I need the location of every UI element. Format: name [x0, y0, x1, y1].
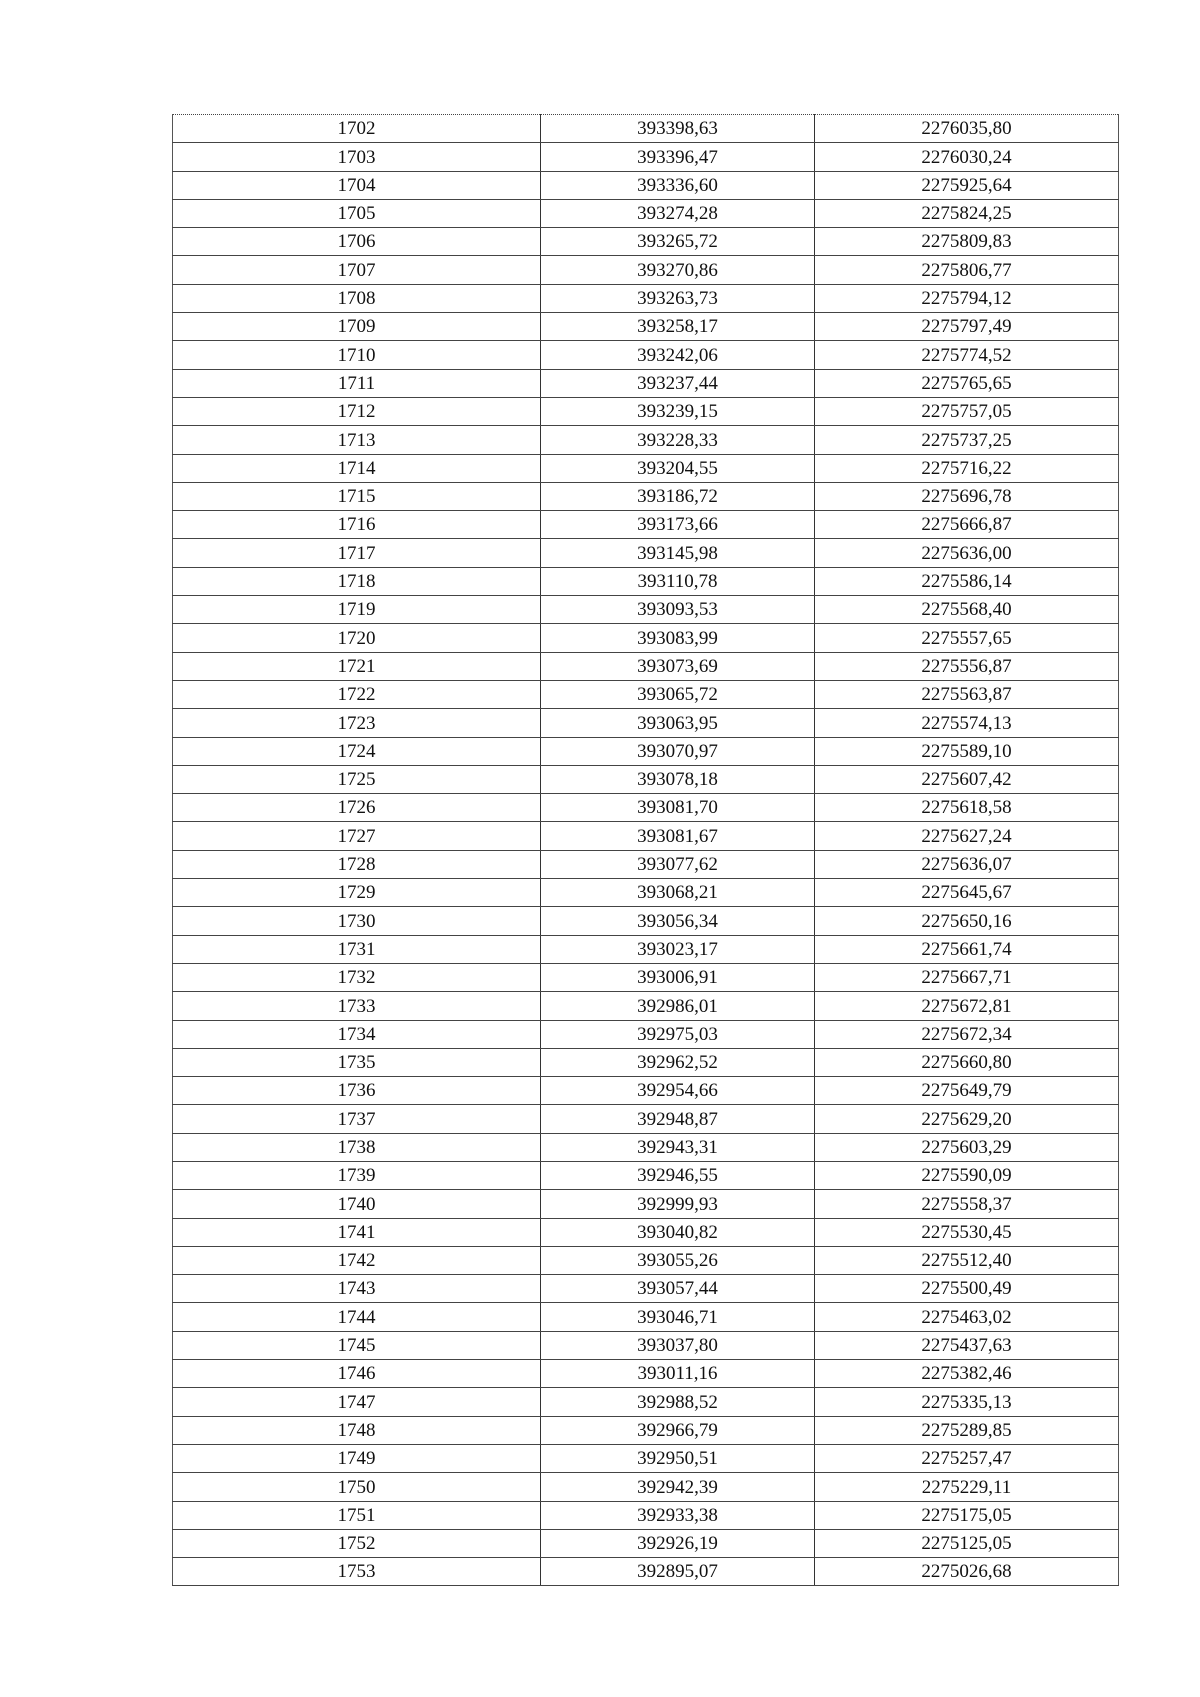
y-coordinate-cell: 2275586,14 [815, 567, 1119, 595]
coordinates-table [172, 114, 1119, 1586]
point-number-cell: 1724 [173, 737, 541, 765]
table-row [173, 539, 1119, 567]
point-number-cell: 1708 [173, 284, 541, 312]
y-coordinate-cell: 2275672,81 [815, 992, 1119, 1020]
x-coordinate-cell: 393083,99 [541, 624, 815, 652]
table-row [173, 143, 1119, 171]
table-row [173, 567, 1119, 595]
table-row [173, 963, 1119, 991]
x-coordinate-cell: 393173,66 [541, 511, 815, 539]
y-coordinate-cell: 2275765,65 [815, 369, 1119, 397]
point-number-cell: 1751 [173, 1501, 541, 1529]
y-coordinate-cell: 2275335,13 [815, 1388, 1119, 1416]
y-coordinate-cell: 2275774,52 [815, 341, 1119, 369]
table-row [173, 1331, 1119, 1359]
y-coordinate-cell: 2275645,67 [815, 879, 1119, 907]
y-coordinate-cell: 2275563,87 [815, 680, 1119, 708]
table-row [173, 1388, 1119, 1416]
x-coordinate-cell: 393037,80 [541, 1331, 815, 1359]
point-number-cell: 1702 [173, 115, 541, 143]
point-number-cell: 1746 [173, 1360, 541, 1388]
y-coordinate-cell: 2275661,74 [815, 935, 1119, 963]
table-row [173, 822, 1119, 850]
point-number-cell: 1743 [173, 1275, 541, 1303]
table-row [173, 1303, 1119, 1331]
y-coordinate-cell: 2275636,07 [815, 850, 1119, 878]
table-row [173, 313, 1119, 341]
table-row [173, 1133, 1119, 1161]
y-coordinate-cell: 2275512,40 [815, 1246, 1119, 1274]
x-coordinate-cell: 393011,16 [541, 1360, 815, 1388]
x-coordinate-cell: 392999,93 [541, 1190, 815, 1218]
point-number-cell: 1712 [173, 397, 541, 425]
point-number-cell: 1710 [173, 341, 541, 369]
x-coordinate-cell: 393056,34 [541, 907, 815, 935]
x-coordinate-cell: 393055,26 [541, 1246, 815, 1274]
table-row [173, 709, 1119, 737]
x-coordinate-cell: 393242,06 [541, 341, 815, 369]
point-number-cell: 1749 [173, 1444, 541, 1472]
x-coordinate-cell: 393186,72 [541, 482, 815, 510]
point-number-cell: 1731 [173, 935, 541, 963]
x-coordinate-cell: 393070,97 [541, 737, 815, 765]
x-coordinate-cell: 393063,95 [541, 709, 815, 737]
x-coordinate-cell: 393078,18 [541, 765, 815, 793]
point-number-cell: 1738 [173, 1133, 541, 1161]
y-coordinate-cell: 2275797,49 [815, 313, 1119, 341]
x-coordinate-cell: 393110,78 [541, 567, 815, 595]
x-coordinate-cell: 393040,82 [541, 1218, 815, 1246]
table-row [173, 1360, 1119, 1388]
table-row [173, 652, 1119, 680]
x-coordinate-cell: 393237,44 [541, 369, 815, 397]
y-coordinate-cell: 2275806,77 [815, 256, 1119, 284]
y-coordinate-cell: 2275809,83 [815, 228, 1119, 256]
point-number-cell: 1704 [173, 171, 541, 199]
point-number-cell: 1735 [173, 1048, 541, 1076]
table-row [173, 1218, 1119, 1246]
point-number-cell: 1729 [173, 879, 541, 907]
point-number-cell: 1753 [173, 1558, 541, 1586]
x-coordinate-cell: 393204,55 [541, 454, 815, 482]
table-row [173, 284, 1119, 312]
x-coordinate-cell: 393073,69 [541, 652, 815, 680]
y-coordinate-cell: 2275649,79 [815, 1077, 1119, 1105]
y-coordinate-cell: 2275660,80 [815, 1048, 1119, 1076]
point-number-cell: 1715 [173, 482, 541, 510]
y-coordinate-cell: 2275568,40 [815, 596, 1119, 624]
point-number-cell: 1733 [173, 992, 541, 1020]
table-row [173, 511, 1119, 539]
table-row [173, 1529, 1119, 1557]
y-coordinate-cell: 2275667,71 [815, 963, 1119, 991]
table-row [173, 992, 1119, 1020]
point-number-cell: 1740 [173, 1190, 541, 1218]
point-number-cell: 1747 [173, 1388, 541, 1416]
table-row [173, 171, 1119, 199]
x-coordinate-cell: 392988,52 [541, 1388, 815, 1416]
point-number-cell: 1713 [173, 426, 541, 454]
y-coordinate-cell: 2275500,49 [815, 1275, 1119, 1303]
x-coordinate-cell: 393145,98 [541, 539, 815, 567]
point-number-cell: 1741 [173, 1218, 541, 1246]
y-coordinate-cell: 2275650,16 [815, 907, 1119, 935]
x-coordinate-cell: 393093,53 [541, 596, 815, 624]
x-coordinate-cell: 393077,62 [541, 850, 815, 878]
table-row [173, 369, 1119, 397]
point-number-cell: 1728 [173, 850, 541, 878]
table-row [173, 1190, 1119, 1218]
point-number-cell: 1742 [173, 1246, 541, 1274]
y-coordinate-cell: 2275558,37 [815, 1190, 1119, 1218]
x-coordinate-cell: 392943,31 [541, 1133, 815, 1161]
point-number-cell: 1718 [173, 567, 541, 595]
table-row [173, 1105, 1119, 1133]
x-coordinate-cell: 393057,44 [541, 1275, 815, 1303]
x-coordinate-cell: 393270,86 [541, 256, 815, 284]
x-coordinate-cell: 393081,67 [541, 822, 815, 850]
table-row [173, 1558, 1119, 1586]
point-number-cell: 1727 [173, 822, 541, 850]
y-coordinate-cell: 2275556,87 [815, 652, 1119, 680]
y-coordinate-cell: 2275463,02 [815, 1303, 1119, 1331]
point-number-cell: 1720 [173, 624, 541, 652]
y-coordinate-cell: 2276035,80 [815, 115, 1119, 143]
x-coordinate-cell: 393081,70 [541, 794, 815, 822]
table-row [173, 256, 1119, 284]
x-coordinate-cell: 392966,79 [541, 1416, 815, 1444]
y-coordinate-cell: 2275125,05 [815, 1529, 1119, 1557]
x-coordinate-cell: 393265,72 [541, 228, 815, 256]
table-row [173, 454, 1119, 482]
x-coordinate-cell: 393065,72 [541, 680, 815, 708]
x-coordinate-cell: 392948,87 [541, 1105, 815, 1133]
table-row [173, 794, 1119, 822]
point-number-cell: 1709 [173, 313, 541, 341]
x-coordinate-cell: 392954,66 [541, 1077, 815, 1105]
y-coordinate-cell: 2275382,46 [815, 1360, 1119, 1388]
table-row [173, 115, 1119, 143]
point-number-cell: 1707 [173, 256, 541, 284]
point-number-cell: 1752 [173, 1529, 541, 1557]
x-coordinate-cell: 392926,19 [541, 1529, 815, 1557]
table-row [173, 228, 1119, 256]
x-coordinate-cell: 393239,15 [541, 397, 815, 425]
x-coordinate-cell: 393023,17 [541, 935, 815, 963]
table-row [173, 765, 1119, 793]
y-coordinate-cell: 2275757,05 [815, 397, 1119, 425]
table-row [173, 1161, 1119, 1189]
y-coordinate-cell: 2275437,63 [815, 1331, 1119, 1359]
x-coordinate-cell: 393228,33 [541, 426, 815, 454]
table-row [173, 397, 1119, 425]
point-number-cell: 1717 [173, 539, 541, 567]
y-coordinate-cell: 2275574,13 [815, 709, 1119, 737]
point-number-cell: 1723 [173, 709, 541, 737]
x-coordinate-cell: 392942,39 [541, 1473, 815, 1501]
x-coordinate-cell: 393336,60 [541, 171, 815, 199]
table-row [173, 199, 1119, 227]
point-number-cell: 1726 [173, 794, 541, 822]
table-row [173, 1444, 1119, 1472]
table-row [173, 1020, 1119, 1048]
x-coordinate-cell: 392986,01 [541, 992, 815, 1020]
x-coordinate-cell: 392962,52 [541, 1048, 815, 1076]
point-number-cell: 1719 [173, 596, 541, 624]
y-coordinate-cell: 2275716,22 [815, 454, 1119, 482]
table-row [173, 1246, 1119, 1274]
point-number-cell: 1750 [173, 1473, 541, 1501]
x-coordinate-cell: 393263,73 [541, 284, 815, 312]
y-coordinate-cell: 2275603,29 [815, 1133, 1119, 1161]
table-row [173, 624, 1119, 652]
point-number-cell: 1725 [173, 765, 541, 793]
x-coordinate-cell: 393396,47 [541, 143, 815, 171]
table-row [173, 426, 1119, 454]
point-number-cell: 1739 [173, 1161, 541, 1189]
y-coordinate-cell: 2275629,20 [815, 1105, 1119, 1133]
y-coordinate-cell: 2275696,78 [815, 482, 1119, 510]
point-number-cell: 1714 [173, 454, 541, 482]
x-coordinate-cell: 393398,63 [541, 115, 815, 143]
y-coordinate-cell: 2275925,64 [815, 171, 1119, 199]
y-coordinate-cell: 2275590,09 [815, 1161, 1119, 1189]
x-coordinate-cell: 393068,21 [541, 879, 815, 907]
x-coordinate-cell: 392933,38 [541, 1501, 815, 1529]
y-coordinate-cell: 2275026,68 [815, 1558, 1119, 1586]
y-coordinate-cell: 2276030,24 [815, 143, 1119, 171]
y-coordinate-cell: 2275794,12 [815, 284, 1119, 312]
point-number-cell: 1737 [173, 1105, 541, 1133]
table-row [173, 1501, 1119, 1529]
point-number-cell: 1705 [173, 199, 541, 227]
table-row [173, 596, 1119, 624]
table-row [173, 341, 1119, 369]
point-number-cell: 1734 [173, 1020, 541, 1048]
x-coordinate-cell: 393258,17 [541, 313, 815, 341]
point-number-cell: 1748 [173, 1416, 541, 1444]
table-row [173, 1077, 1119, 1105]
table-row [173, 680, 1119, 708]
x-coordinate-cell: 393274,28 [541, 199, 815, 227]
y-coordinate-cell: 2275607,42 [815, 765, 1119, 793]
table-row [173, 1416, 1119, 1444]
y-coordinate-cell: 2275737,25 [815, 426, 1119, 454]
point-number-cell: 1722 [173, 680, 541, 708]
table-row [173, 907, 1119, 935]
y-coordinate-cell: 2275636,00 [815, 539, 1119, 567]
table-row [173, 935, 1119, 963]
point-number-cell: 1711 [173, 369, 541, 397]
table-row [173, 850, 1119, 878]
point-number-cell: 1745 [173, 1331, 541, 1359]
point-number-cell: 1703 [173, 143, 541, 171]
y-coordinate-cell: 2275229,11 [815, 1473, 1119, 1501]
x-coordinate-cell: 392975,03 [541, 1020, 815, 1048]
y-coordinate-cell: 2275557,65 [815, 624, 1119, 652]
y-coordinate-cell: 2275175,05 [815, 1501, 1119, 1529]
x-coordinate-cell: 393046,71 [541, 1303, 815, 1331]
point-number-cell: 1721 [173, 652, 541, 680]
y-coordinate-cell: 2275589,10 [815, 737, 1119, 765]
y-coordinate-cell: 2275257,47 [815, 1444, 1119, 1472]
x-coordinate-cell: 393006,91 [541, 963, 815, 991]
point-number-cell: 1736 [173, 1077, 541, 1105]
x-coordinate-cell: 392950,51 [541, 1444, 815, 1472]
point-number-cell: 1732 [173, 963, 541, 991]
table-row [173, 1048, 1119, 1076]
table-row [173, 482, 1119, 510]
y-coordinate-cell: 2275666,87 [815, 511, 1119, 539]
coordinates-table-body [173, 115, 1119, 1586]
y-coordinate-cell: 2275672,34 [815, 1020, 1119, 1048]
y-coordinate-cell: 2275627,24 [815, 822, 1119, 850]
table-row [173, 737, 1119, 765]
table-row [173, 1275, 1119, 1303]
table-row [173, 879, 1119, 907]
point-number-cell: 1716 [173, 511, 541, 539]
x-coordinate-cell: 392895,07 [541, 1558, 815, 1586]
y-coordinate-cell: 2275530,45 [815, 1218, 1119, 1246]
point-number-cell: 1744 [173, 1303, 541, 1331]
table-row [173, 1473, 1119, 1501]
x-coordinate-cell: 392946,55 [541, 1161, 815, 1189]
y-coordinate-cell: 2275824,25 [815, 199, 1119, 227]
y-coordinate-cell: 2275618,58 [815, 794, 1119, 822]
point-number-cell: 1730 [173, 907, 541, 935]
point-number-cell: 1706 [173, 228, 541, 256]
y-coordinate-cell: 2275289,85 [815, 1416, 1119, 1444]
